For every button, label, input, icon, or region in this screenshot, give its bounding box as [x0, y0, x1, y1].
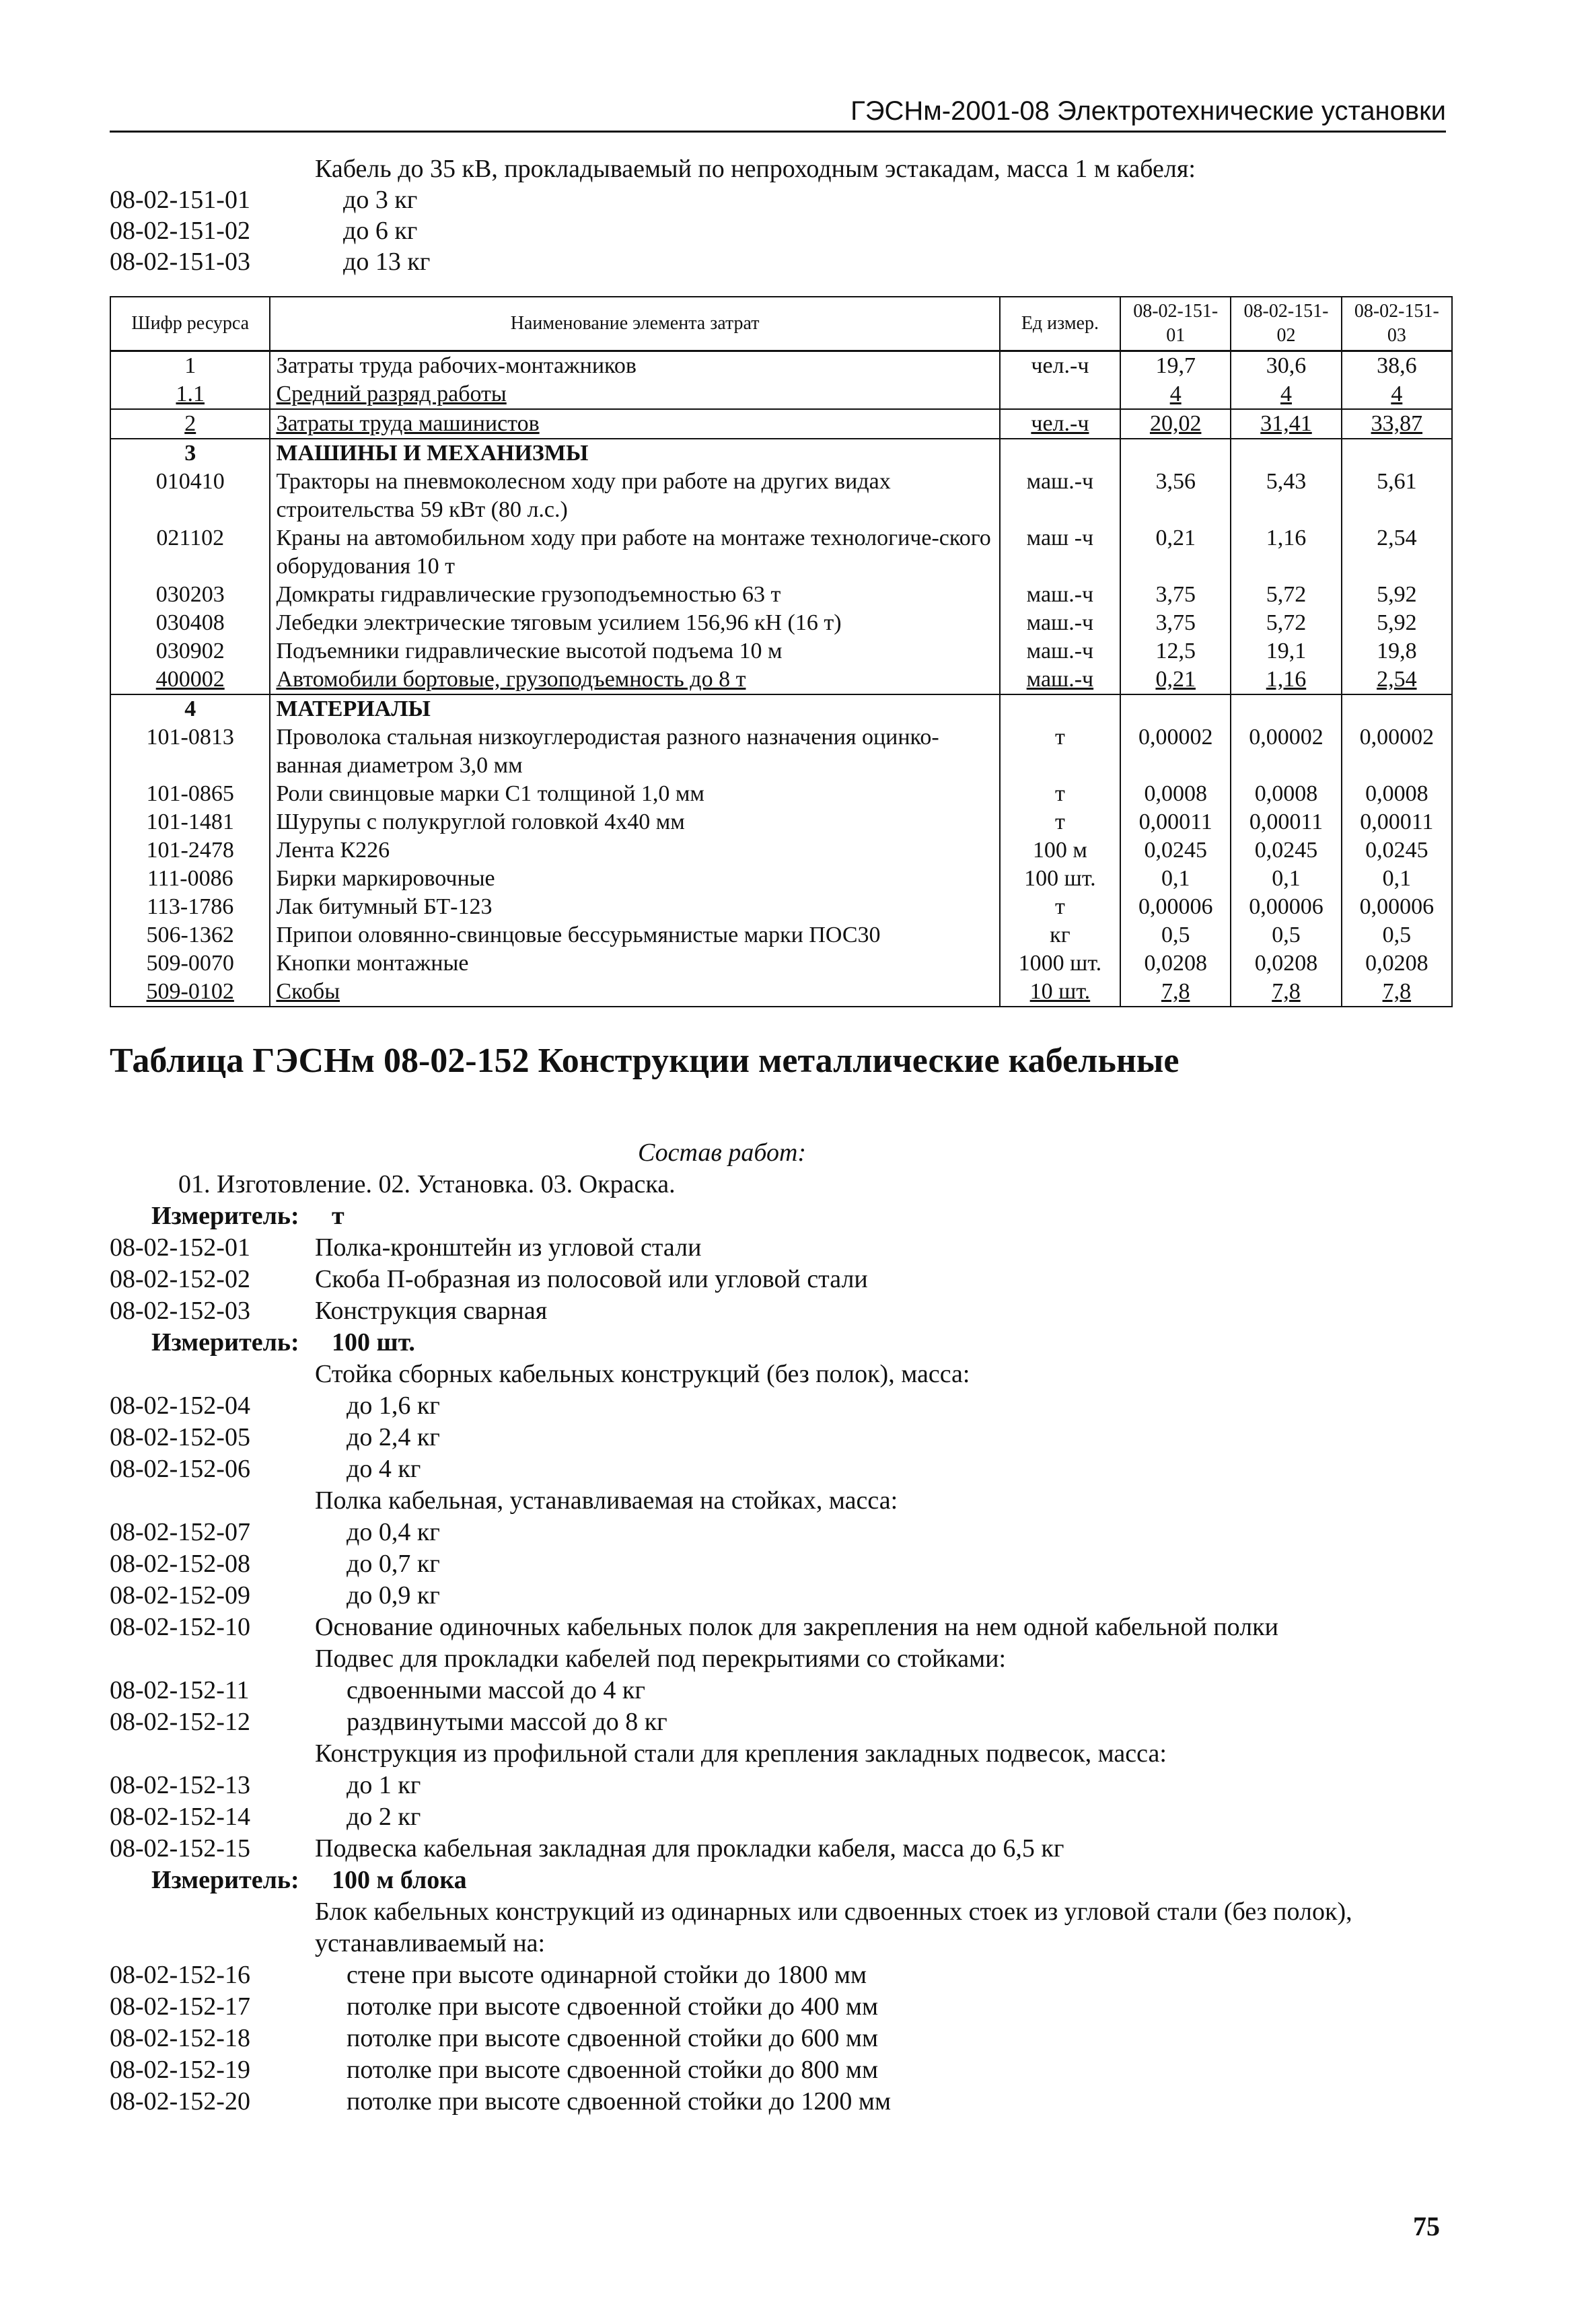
resource-table [110, 296, 1453, 1007]
measure-value-3: 100 м блока [332, 1866, 467, 1894]
cell-151-03: 0,00006 [1342, 893, 1452, 921]
cell-151-02: 31,41 [1231, 409, 1341, 439]
cell-name: Краны на автомобильном ходу при работе на монтаже технологиче-ского оборудования 10 т [270, 524, 999, 581]
cell-code: 509-0070 [110, 949, 270, 978]
cell-151-03: 33,87 [1342, 409, 1452, 439]
item-text-16: стене при высоте одинарной стойки до 1800 мм [347, 1961, 867, 1989]
page-number: 75 [1413, 2211, 1440, 2241]
cell-name: Лента К226 [270, 836, 999, 865]
cell-unit: чел.-ч [1000, 351, 1120, 381]
item-text-19: потолке при высоте сдвоенной стойки до 800 мм [347, 2056, 879, 2084]
cell-unit [1000, 439, 1120, 468]
cell-code: 101-0865 [110, 780, 270, 808]
item-text-10: Основание одиночных кабельных полок для закрепления на нем одной кабельной полки [315, 1613, 1278, 1641]
item-code-13: 08-02-152-13 [110, 1771, 250, 1799]
cell-name: МАШИНЫ И МЕХАНИЗМЫ [270, 439, 999, 468]
cell-code: 509-0102 [110, 978, 270, 1007]
cell-151-03: 2,54 [1342, 665, 1452, 694]
cell-151-01: 0,0245 [1120, 836, 1231, 865]
cell-unit: кг [1000, 921, 1120, 949]
cell-151-02: 30,6 [1231, 351, 1341, 381]
cell-151-02: 0,0008 [1231, 780, 1341, 808]
cell-name: Затраты труда рабочих-монтажников [270, 351, 999, 381]
cell-code: 2 [110, 409, 270, 439]
cell-151-01: 0,21 [1120, 524, 1231, 581]
cell-151-01: 7,8 [1120, 978, 1231, 1007]
cell-unit [1000, 694, 1120, 723]
intro-text-3: до 13 кг [343, 248, 431, 276]
cell-unit: 100 шт. [1000, 865, 1120, 893]
item-text-15: Подвеска кабельная закладная для прокладки кабеля, масса до 6,5 кг [315, 1834, 1064, 1863]
table-row [110, 409, 1452, 439]
cell-name: Роли свинцовые марки С1 толщиной 1,0 мм [270, 780, 999, 808]
measure-value-1: т [332, 1202, 344, 1230]
cell-151-01: 0,0208 [1120, 949, 1231, 978]
cell-code: 030408 [110, 609, 270, 637]
cell-151-03: 7,8 [1342, 978, 1452, 1007]
cell-unit: т [1000, 808, 1120, 836]
cell-code: 030902 [110, 637, 270, 665]
resource-table-body [110, 351, 1452, 1007]
item-code-20: 08-02-152-20 [110, 2087, 250, 2116]
item-text-18: потолке при высоте сдвоенной стойки до 600 мм [347, 2024, 879, 2052]
cell-151-02: 19,1 [1231, 637, 1341, 665]
table-row [110, 949, 1452, 978]
cell-unit: 10 шт. [1000, 978, 1120, 1007]
cell-151-03: 0,1 [1342, 865, 1452, 893]
item-code-09: 08-02-152-09 [110, 1581, 250, 1610]
table-row [110, 439, 1452, 468]
cell-151-02: 0,00006 [1231, 893, 1341, 921]
cell-code: 3 [110, 439, 270, 468]
cell-151-01: 3,56 [1120, 468, 1231, 524]
item-code-01: 08-02-152-01 [110, 1233, 250, 1262]
cell-151-03: 2,54 [1342, 524, 1452, 581]
table-row [110, 921, 1452, 949]
cell-code: 101-0813 [110, 723, 270, 780]
table-row [110, 468, 1452, 524]
measure-label-2: Измеритель: [151, 1328, 299, 1357]
table-row [110, 351, 1452, 381]
table-row [110, 694, 1452, 723]
measure-label-3: Измеритель: [151, 1866, 299, 1894]
item-code-12: 08-02-152-12 [110, 1708, 250, 1736]
cell-151-01: 0,21 [1120, 665, 1231, 694]
item-code-14: 08-02-152-14 [110, 1803, 250, 1831]
cell-unit: маш.-ч [1000, 581, 1120, 609]
cell-code: 1.1 [110, 380, 270, 409]
col-header-code: Шифр ресурса [110, 297, 270, 351]
cell-151-01 [1120, 694, 1231, 723]
intro-code-3: 08-02-151-03 [110, 248, 250, 276]
cell-name: Шурупы с полукруглой головкой 4х40 мм [270, 808, 999, 836]
item-code-04: 08-02-152-04 [110, 1392, 250, 1420]
table-row [110, 808, 1452, 836]
cell-151-01: 0,0008 [1120, 780, 1231, 808]
cell-name: Лак битумный БТ-123 [270, 893, 999, 921]
cell-151-02: 5,72 [1231, 609, 1341, 637]
cell-151-02: 5,72 [1231, 581, 1341, 609]
cell-code: 113-1786 [110, 893, 270, 921]
item-code-11: 08-02-152-11 [110, 1676, 250, 1704]
cell-unit [1000, 380, 1120, 409]
cell-151-03: 0,5 [1342, 921, 1452, 949]
item-code-19: 08-02-152-19 [110, 2056, 250, 2084]
cell-name: Кнопки монтажные [270, 949, 999, 978]
col-header-151-02: 08-02-151-02 [1231, 297, 1341, 351]
cell-151-03: 0,0008 [1342, 780, 1452, 808]
subheading-4: Конструкция из профильной стали для крепления закладных подвесок, масса: [315, 1739, 1167, 1768]
cell-unit: маш -ч [1000, 524, 1120, 581]
cell-name: Подъемники гидравлические высотой подъема 10 м [270, 637, 999, 665]
cell-151-03 [1342, 439, 1452, 468]
cell-unit: 100 м [1000, 836, 1120, 865]
cell-code: 101-1481 [110, 808, 270, 836]
measure-label-1: Измеритель: [151, 1202, 299, 1230]
measure-value-2: 100 шт. [332, 1328, 415, 1357]
intro-text-1: до 3 кг [343, 186, 418, 214]
cell-151-03: 4 [1342, 380, 1452, 409]
cell-151-01: 19,7 [1120, 351, 1231, 381]
cell-151-02: 0,5 [1231, 921, 1341, 949]
col-header-unit: Ед измер. [1000, 297, 1120, 351]
subheading-5: Блок кабельных конструкций из одинарных или сдвоенных стоек из угловой стали (без полок), [315, 1898, 1352, 1926]
item-code-08: 08-02-152-08 [110, 1550, 250, 1578]
cell-151-01: 0,00002 [1120, 723, 1231, 780]
table-row [110, 723, 1452, 780]
cell-code: 101-2478 [110, 836, 270, 865]
cell-name: Автомобили бортовые, грузоподъемность до 8 т [270, 665, 999, 694]
item-text-11: сдвоенными массой до 4 кг [347, 1676, 645, 1704]
cell-name: МАТЕРИАЛЫ [270, 694, 999, 723]
item-text-09: до 0,9 кг [347, 1581, 440, 1610]
cell-151-01: 20,02 [1120, 409, 1231, 439]
table-row [110, 380, 1452, 409]
cell-code: 021102 [110, 524, 270, 581]
cell-unit: чел.-ч [1000, 409, 1120, 439]
table-row [110, 581, 1452, 609]
composition-text: 01. Изготовление. 02. Установка. 03. Окраска. [178, 1170, 676, 1198]
table-row [110, 637, 1452, 665]
cell-151-01: 12,5 [1120, 637, 1231, 665]
cell-code: 030203 [110, 581, 270, 609]
col-header-151-03: 08-02-151-03 [1342, 297, 1452, 351]
cell-151-02: 1,16 [1231, 665, 1341, 694]
table-row [110, 524, 1452, 581]
item-text-02: Скоба П-образная из полосовой или угловой стали [315, 1265, 868, 1293]
cell-name: Тракторы на пневмоколесном ходу при работе на других видах строительства 59 кВт (80 л.с.) [270, 468, 999, 524]
cell-name: Домкраты гидравлические грузоподъемностью 63 т [270, 581, 999, 609]
cell-151-02: 0,00011 [1231, 808, 1341, 836]
cell-151-01: 0,1 [1120, 865, 1231, 893]
item-text-14: до 2 кг [347, 1803, 421, 1831]
cell-151-02: 1,16 [1231, 524, 1341, 581]
cell-151-02: 0,0208 [1231, 949, 1341, 978]
cell-151-03: 38,6 [1342, 351, 1452, 381]
item-code-02: 08-02-152-02 [110, 1265, 250, 1293]
cell-151-01: 0,5 [1120, 921, 1231, 949]
section-title: Таблица ГЭСНм 08-02-152 Конструкции металлические кабельные [110, 1042, 1180, 1080]
table-row [110, 865, 1452, 893]
subheading-2: Полка кабельная, устанавливаемая на стойках, масса: [315, 1486, 898, 1515]
table-row [110, 665, 1452, 694]
item-code-10: 08-02-152-10 [110, 1613, 250, 1641]
cell-151-03 [1342, 694, 1452, 723]
cell-151-03: 0,00002 [1342, 723, 1452, 780]
item-text-04: до 1,6 кг [347, 1392, 440, 1420]
item-code-06: 08-02-152-06 [110, 1455, 250, 1483]
subheading-6: устанавливаемый на: [315, 1929, 546, 1957]
item-code-07: 08-02-152-07 [110, 1518, 250, 1546]
cell-unit: 1000 шт. [1000, 949, 1120, 978]
intro-code-2: 08-02-151-02 [110, 217, 250, 245]
item-code-15: 08-02-152-15 [110, 1834, 250, 1863]
cell-unit: маш.-ч [1000, 468, 1120, 524]
intro-text-2: до 6 кг [343, 217, 418, 245]
cell-name: Скобы [270, 978, 999, 1007]
cell-151-02: 4 [1231, 380, 1341, 409]
cell-151-01: 3,75 [1120, 581, 1231, 609]
intro-heading: Кабель до 35 кВ, прокладываемый по непроходным эстакадам, масса 1 м кабеля: [315, 155, 1196, 183]
cell-code: 400002 [110, 665, 270, 694]
cell-name: Средний разряд работы [270, 380, 999, 409]
item-code-16: 08-02-152-16 [110, 1961, 250, 1989]
cell-code: 506-1362 [110, 921, 270, 949]
cell-unit: т [1000, 723, 1120, 780]
item-code-18: 08-02-152-18 [110, 2024, 250, 2052]
cell-name: Проволока стальная низкоуглеродистая разного назначения оцинко-ванная диаметром 3,0 мм [270, 723, 999, 780]
table-row [110, 893, 1452, 921]
cell-151-01: 4 [1120, 380, 1231, 409]
cell-151-03: 5,92 [1342, 581, 1452, 609]
cell-151-02: 5,43 [1231, 468, 1341, 524]
intro-code-1: 08-02-151-01 [110, 186, 250, 214]
cell-151-01: 0,00011 [1120, 808, 1231, 836]
table-row [110, 836, 1452, 865]
cell-unit: маш.-ч [1000, 609, 1120, 637]
item-text-08: до 0,7 кг [347, 1550, 440, 1578]
subheading-3: Подвес для прокладки кабелей под перекрытиями со стойками: [315, 1645, 1007, 1673]
item-text-03: Конструкция сварная [315, 1297, 548, 1325]
cell-code: 111-0086 [110, 865, 270, 893]
item-text-13: до 1 кг [347, 1771, 421, 1799]
cell-151-03: 0,0245 [1342, 836, 1452, 865]
cell-151-01: 3,75 [1120, 609, 1231, 637]
cell-151-03: 0,00011 [1342, 808, 1452, 836]
subheading-1: Стойка сборных кабельных конструкций (без полок), масса: [315, 1360, 970, 1388]
item-text-20: потолке при высоте сдвоенной стойки до 1200 мм [347, 2087, 892, 2116]
item-text-17: потолке при высоте сдвоенной стойки до 400 мм [347, 1992, 879, 2021]
table-row [110, 780, 1452, 808]
cell-151-03: 5,92 [1342, 609, 1452, 637]
cell-151-03: 19,8 [1342, 637, 1452, 665]
cell-151-02 [1231, 439, 1341, 468]
cell-name: Бирки маркировочные [270, 865, 999, 893]
item-code-05: 08-02-152-05 [110, 1423, 250, 1451]
cell-151-02: 7,8 [1231, 978, 1341, 1007]
cell-name: Затраты труда машинистов [270, 409, 999, 439]
cell-151-01: 0,00006 [1120, 893, 1231, 921]
item-text-06: до 4 кг [347, 1455, 421, 1483]
item-text-12: раздвинутыми массой до 8 кг [347, 1708, 667, 1736]
cell-unit: т [1000, 780, 1120, 808]
cell-151-02: 0,0245 [1231, 836, 1341, 865]
cell-code: 4 [110, 694, 270, 723]
cell-151-03: 5,61 [1342, 468, 1452, 524]
cell-name: Припои оловянно-свинцовые бессурьмянистые марки ПОС30 [270, 921, 999, 949]
cell-151-01 [1120, 439, 1231, 468]
item-text-05: до 2,4 кг [347, 1423, 440, 1451]
cell-151-02: 0,00002 [1231, 723, 1341, 780]
table-row [110, 978, 1452, 1007]
cell-code: 1 [110, 351, 270, 381]
col-header-151-01: 08-02-151-01 [1120, 297, 1231, 351]
cell-code: 010410 [110, 468, 270, 524]
cell-name: Лебедки электрические тяговым усилием 156,96 кН (16 т) [270, 609, 999, 637]
table-row [110, 609, 1452, 637]
col-header-name: Наименование элемента затрат [270, 297, 999, 351]
cell-unit: т [1000, 893, 1120, 921]
running-header: ГЭСНм-2001-08 Электротехнические установки [110, 94, 1446, 133]
item-text-01: Полка-кронштейн из угловой стали [315, 1233, 702, 1262]
item-code-17: 08-02-152-17 [110, 1992, 250, 2021]
cell-unit: маш.-ч [1000, 665, 1120, 694]
cell-151-03: 0,0208 [1342, 949, 1452, 978]
cell-151-02 [1231, 694, 1341, 723]
composition-label: Состав работ: [638, 1139, 807, 1167]
item-code-03: 08-02-152-03 [110, 1297, 250, 1325]
cell-unit: маш.-ч [1000, 637, 1120, 665]
cell-151-02: 0,1 [1231, 865, 1341, 893]
item-text-07: до 0,4 кг [347, 1518, 440, 1546]
